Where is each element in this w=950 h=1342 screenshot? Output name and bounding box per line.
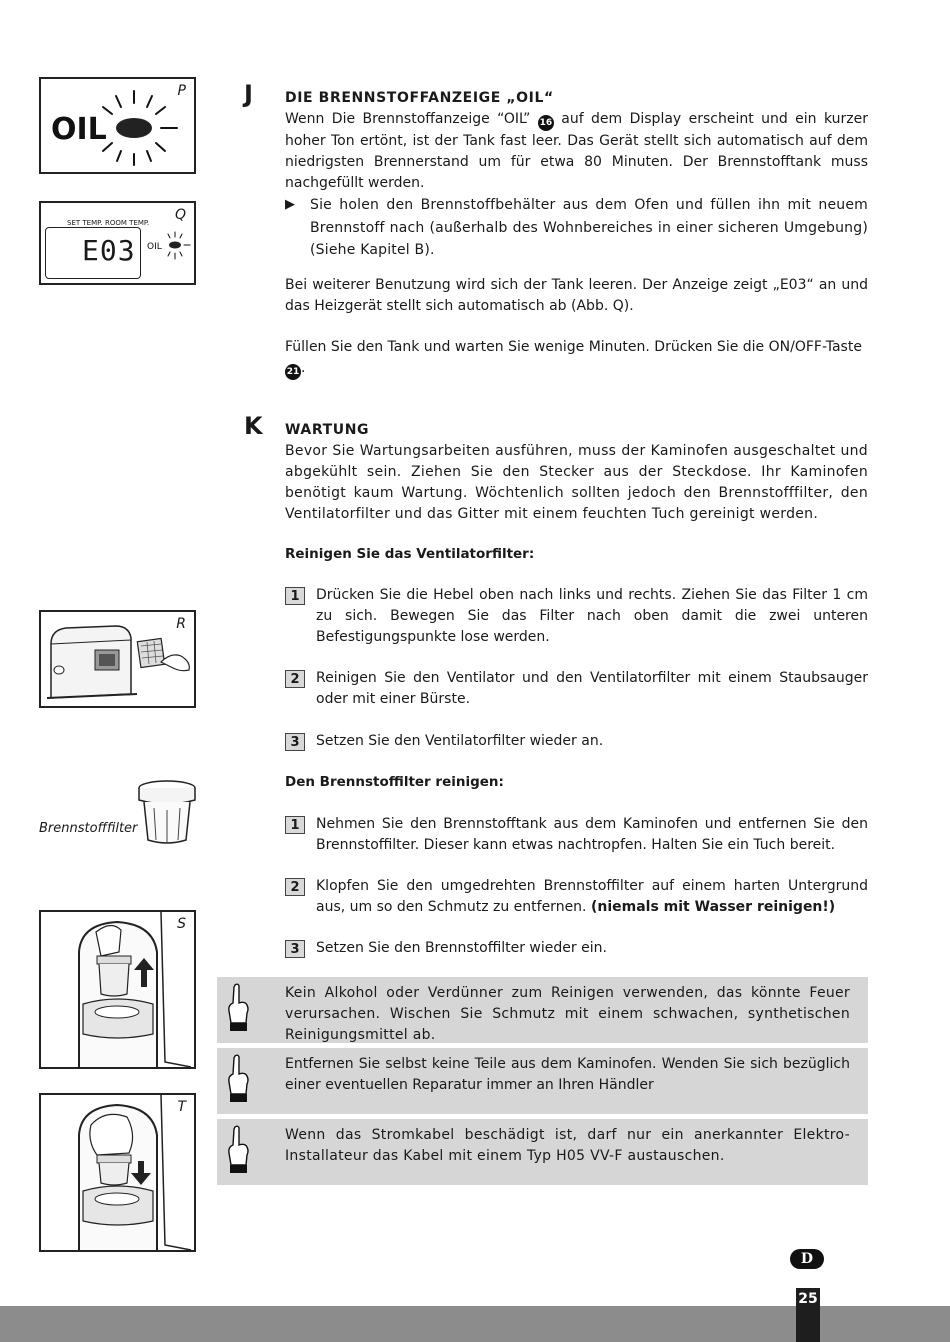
step-number: 3 bbox=[285, 733, 305, 751]
figure-letter: Q bbox=[174, 207, 186, 223]
ref-number-16: 16 bbox=[538, 115, 554, 131]
step-text: Setzen Sie den Brennstoffilter wieder ein. bbox=[316, 940, 607, 956]
step-text: Klopfen Sie den umgedrehten Brennstoffilter auf einem harten Untergrund aus, um so den Schmutz zu entfernen. (niemals mit Wasser reinigen!) bbox=[316, 878, 868, 915]
subheading-fuel-filter: Den Brennstoffilter reinigen: bbox=[285, 774, 504, 790]
subheading-ventilator-filter: Reinigen Sie das Ventilatorfilter: bbox=[285, 546, 535, 562]
oil-warning-icon bbox=[41, 79, 194, 172]
page-number: 25 bbox=[796, 1288, 820, 1342]
note-box bbox=[217, 1119, 868, 1185]
note-box bbox=[217, 977, 868, 1043]
oil-warning-icon bbox=[145, 227, 195, 267]
bullet-arrow-icon: ▶ bbox=[285, 197, 295, 212]
figure-q-display bbox=[39, 201, 196, 285]
section-j-para2: Bei weiterer Benutzung wird sich der Tank leeren. Der Anzeige zeigt „E03“ an und das Heizgerät stellt sich automatisch ab (Abb. Q). bbox=[285, 277, 868, 314]
step-number: 1 bbox=[285, 587, 305, 605]
step-number: 2 bbox=[285, 670, 305, 688]
step-number: 1 bbox=[285, 816, 305, 834]
step-text: Reinigen Sie den Ventilator und den Ventilatorfilter mit einem Staubsauger oder mit einer Bürste. bbox=[316, 670, 868, 707]
error-code: E03 bbox=[82, 234, 136, 267]
figure-t-insert-filter bbox=[39, 1093, 196, 1252]
ref-number-21: 21 bbox=[285, 364, 301, 380]
room-temp-label: ROOM TEMP. bbox=[105, 219, 150, 227]
figure-letter: T bbox=[177, 1099, 186, 1115]
figure-letter: P bbox=[177, 83, 186, 99]
note-text: Kein Alkohol oder Verdünner zum Reinigen verwenden, das könnte Feuer verursachen. Wischen Sie Schmutz mit einem schwachen, synthetischen Reinigungsmittel ab. bbox=[285, 985, 850, 1043]
figure-letter: S bbox=[177, 916, 186, 932]
step-text: Setzen Sie den Ventilatorfilter wieder an. bbox=[316, 733, 604, 749]
figure-letter: R bbox=[176, 616, 186, 632]
pointing-hand-icon bbox=[225, 983, 251, 1033]
pointing-hand-icon bbox=[225, 1054, 251, 1104]
oil-label: OIL bbox=[51, 112, 107, 147]
set-temp-label: SET TEMP. bbox=[67, 219, 103, 227]
section-k-intro: Bevor Sie Wartungsarbeiten ausführen, muss der Kaminofen ausgeschaltet und abgekühlt sein. Ziehen Sie den Stecker aus der Steckdose. Ihr Kaminofen benötigt kaum Wartung. Wöchtenlich sollten jedoch den Brennstofffilter, den Ventilatorfilter und das Gitter mit einem feuchten Tuch gereinigt werden. bbox=[285, 443, 868, 522]
language-badge: D bbox=[790, 1249, 824, 1269]
section-letter-j: J bbox=[244, 80, 253, 108]
figure-s-remove-filter bbox=[39, 910, 196, 1069]
tank-filter-up-illustration bbox=[41, 912, 194, 1067]
section-j-para3: Füllen Sie den Tank und warten Sie wenige Minuten. Drücken Sie die ON/OFF-Taste 21 . bbox=[285, 337, 868, 380]
note-text: Entfernen Sie selbst keine Teile aus dem Kaminofen. Wenden Sie sich bezüglich einer eventuellen Reparatur immer an Ihren Händler bbox=[285, 1056, 850, 1093]
heater-filter-illustration bbox=[41, 612, 194, 706]
filter-caption: Brennstofffilter bbox=[39, 821, 138, 836]
section-letter-k: K bbox=[244, 412, 263, 440]
tank-filter-down-illustration bbox=[41, 1095, 194, 1250]
figure-p-oil-indicator bbox=[39, 77, 196, 174]
lcd-display bbox=[45, 227, 141, 279]
step-number: 3 bbox=[285, 940, 305, 958]
section-j-intro: Wenn Die Brennstoffanzeige “OIL” 16 auf dem Display erscheint und ein kurzer hoher Ton ertönt, ist der Tank fast leer. Das Gerät stellt sich automatisch auf dem niedrigsten Brennerstand um für etwa 80 Minuten. Der Brennstofftank muss nachgefüllt werden. bbox=[285, 111, 868, 191]
section-j-bullet: Sie holen den Brennstoffbehälter aus dem Ofen und füllen ihn mit neuem Brennstoff nach (außerhalb des Wohnbereiches in einer sicheren Umgebung) (Siehe Kapitel B). bbox=[310, 197, 868, 258]
step-text: Drücken Sie die Hebel oben nach links und rechts. Ziehen Sie das Filter 1 cm zu sich. Bewegen Sie das Filter nach oben damit die zwei unteren Befestigungspunkte lose werden. bbox=[316, 587, 868, 645]
note-box bbox=[217, 1048, 868, 1114]
figure-r-ventilator-filter bbox=[39, 610, 196, 708]
step-text: Nehmen Sie den Brennstofftank aus dem Kaminofen und entfernen Sie den Brennstoffilter. Dieser kann etwas nachtropfen. Halten Sie ein Tuch bereit. bbox=[316, 816, 868, 853]
section-j-heading: DIE BRENNSTOFFANZEIGE „OIL“ bbox=[285, 90, 554, 106]
svg-text:OIL: OIL bbox=[147, 242, 162, 252]
pointing-hand-icon bbox=[225, 1125, 251, 1175]
section-k-heading: WARTUNG bbox=[285, 422, 370, 438]
step-number: 2 bbox=[285, 878, 305, 896]
note-text: Wenn das Stromkabel beschädigt ist, darf nur ein anerkannter Elektro-Installateur das Kabel mit einem Typ H05 VV-F austauschen. bbox=[285, 1127, 850, 1164]
fuel-filter-illustration bbox=[134, 778, 200, 848]
warning-no-water: (niemals mit Wasser reinigen!) bbox=[590, 899, 836, 915]
